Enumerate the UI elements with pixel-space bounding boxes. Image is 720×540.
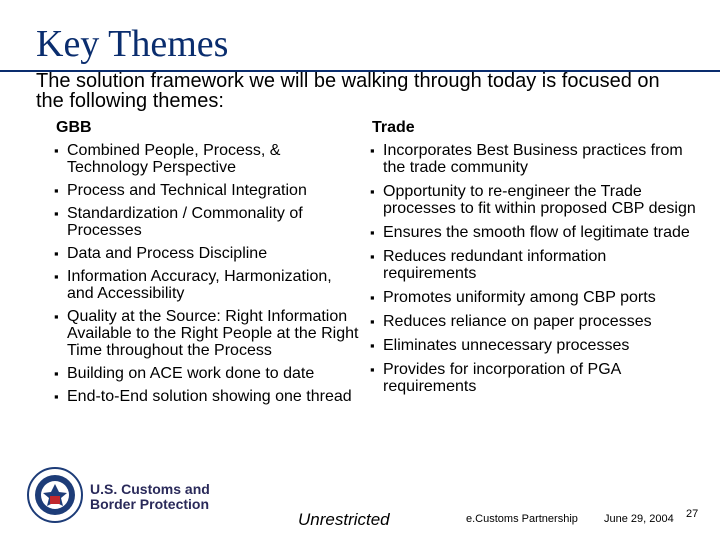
trade-column — [366, 118, 696, 402]
footer-partnership: e.Customs Partnership — [466, 513, 578, 525]
trade-heading: Trade — [372, 119, 415, 136]
gbb-heading: GBB — [56, 119, 92, 136]
trade-bullet-item: ▪ Ensures the smooth flow of legitimate trade — [366, 224, 696, 241]
logo-wordmark — [90, 482, 210, 512]
gbb-bullet-item: ▪ Process and Technical Integration — [50, 182, 362, 199]
logo-line-2: Border Protection — [90, 496, 210, 512]
gbb-bullet-item: ▪ Combined People, Process, & Technology Perspective — [50, 142, 362, 176]
intro-text: The solution framework we will be walking through today is focused on the following themes: — [36, 70, 660, 112]
gbb-bullet-item: ▪ Data and Process Discipline — [50, 245, 362, 262]
trade-bullet-item: ▪ Promotes uniformity among CBP ports — [366, 289, 696, 306]
slide-title: Key Themes — [36, 23, 229, 65]
page-number: 27 — [686, 508, 699, 520]
gbb-bullet-item: ▪ Standardization / Commonality of Processes — [50, 205, 362, 239]
gbb-column — [50, 118, 362, 411]
trade-bullet-item: ▪ Eliminates unnecessary processes — [366, 337, 696, 354]
trade-bullet-item: ▪ Provides for incorporation of PGA requirements — [366, 361, 696, 395]
trade-bullet-item: ▪ Incorporates Best Business practices from the trade community — [366, 142, 696, 176]
trade-bullet-item: ▪ Reduces reliance on paper processes — [366, 313, 696, 330]
gbb-bullet-item: ▪ Building on ACE work done to date — [50, 365, 362, 382]
trade-bullet-item: ▪ Reduces redundant information requirements — [366, 248, 696, 282]
gbb-bullet-item: ▪ Quality at the Source: Right Information Available to the Right People at the Right Time throughout the Process — [50, 308, 362, 359]
gbb-bullet-item: ▪ Information Accuracy, Harmonization, and Accessibility — [50, 268, 362, 302]
trade-bullet-list — [366, 142, 696, 395]
gbb-bullet-list — [50, 142, 362, 405]
footer-date: June 29, 2004 — [604, 513, 674, 525]
cbp-logo — [26, 466, 226, 526]
dhs-seal-icon — [26, 466, 84, 524]
trade-bullet-item: ▪ Opportunity to re-engineer the Trade processes to fit within proposed CBP design — [366, 183, 696, 217]
footer-classification: Unrestricted — [298, 510, 390, 529]
gbb-bullet-item: ▪ End-to-End solution showing one thread — [50, 388, 362, 405]
logo-line-1: U.S. Customs and — [90, 481, 210, 497]
